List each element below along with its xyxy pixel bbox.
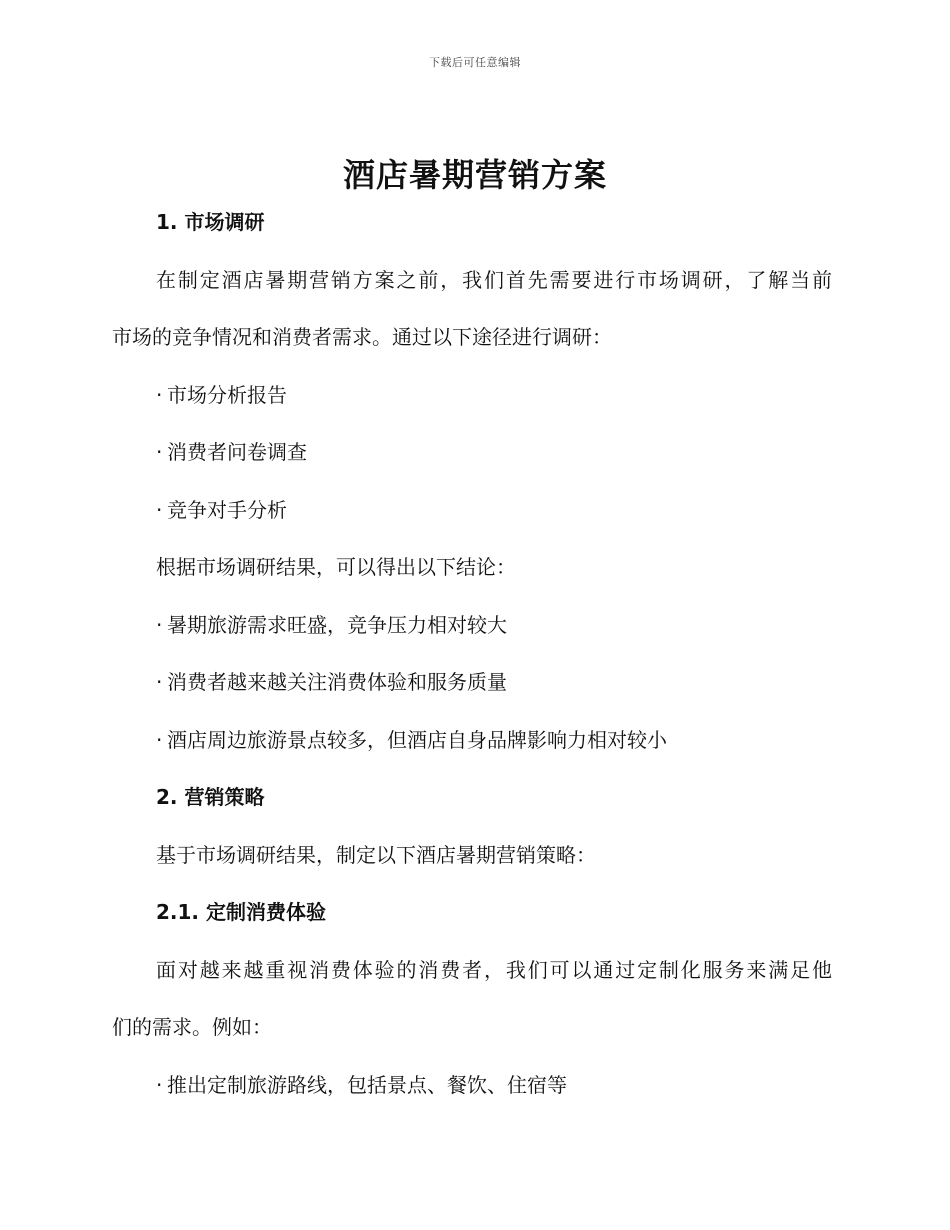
- list-item: · 推出定制旅游路线，包括景点、餐饮、住宿等: [112, 1068, 832, 1126]
- document-body: [112, 205, 832, 1125]
- subsection-heading-custom-experience: 2.1. 定制消费体验: [156, 900, 326, 924]
- list-item: · 消费者问卷调查: [112, 435, 832, 493]
- document-title: 酒店暑期营销方案: [342, 156, 607, 194]
- section-heading-market-research: 1. 市场调研: [156, 210, 265, 234]
- list-item: · 暑期旅游需求旺盛，竞争压力相对较大: [112, 608, 832, 666]
- paragraph: 基于市场调研结果，制定以下酒店暑期营销策略：: [156, 842, 596, 867]
- paragraph-line: 市场的竞争情况和消费者需求。通过以下途径进行调研：: [112, 325, 612, 349]
- list-item: · 消费者越来越关注消费体验和服务质量: [112, 665, 832, 723]
- list-item: · 酒店周边旅游景点较多，但酒店自身品牌影响力相对较小: [112, 723, 832, 781]
- paragraph-line: 面对越来越重视消费体验的消费者，我们可以通过定制化服务来满足他: [156, 957, 832, 982]
- paragraph: 根据市场调研结果，可以得出以下结论：: [156, 555, 516, 579]
- section-heading-marketing-strategy: 2. 营销策略: [156, 785, 265, 809]
- list-item: · 市场分析报告: [112, 378, 832, 436]
- paragraph-line: 们的需求。例如：: [112, 1015, 272, 1039]
- paragraph-line: 在制定酒店暑期营销方案之前，我们首先需要进行市场调研，了解当前: [156, 267, 832, 292]
- header-note: 下载后可任意编辑: [429, 56, 521, 69]
- list-item: · 竞争对手分析: [112, 493, 832, 551]
